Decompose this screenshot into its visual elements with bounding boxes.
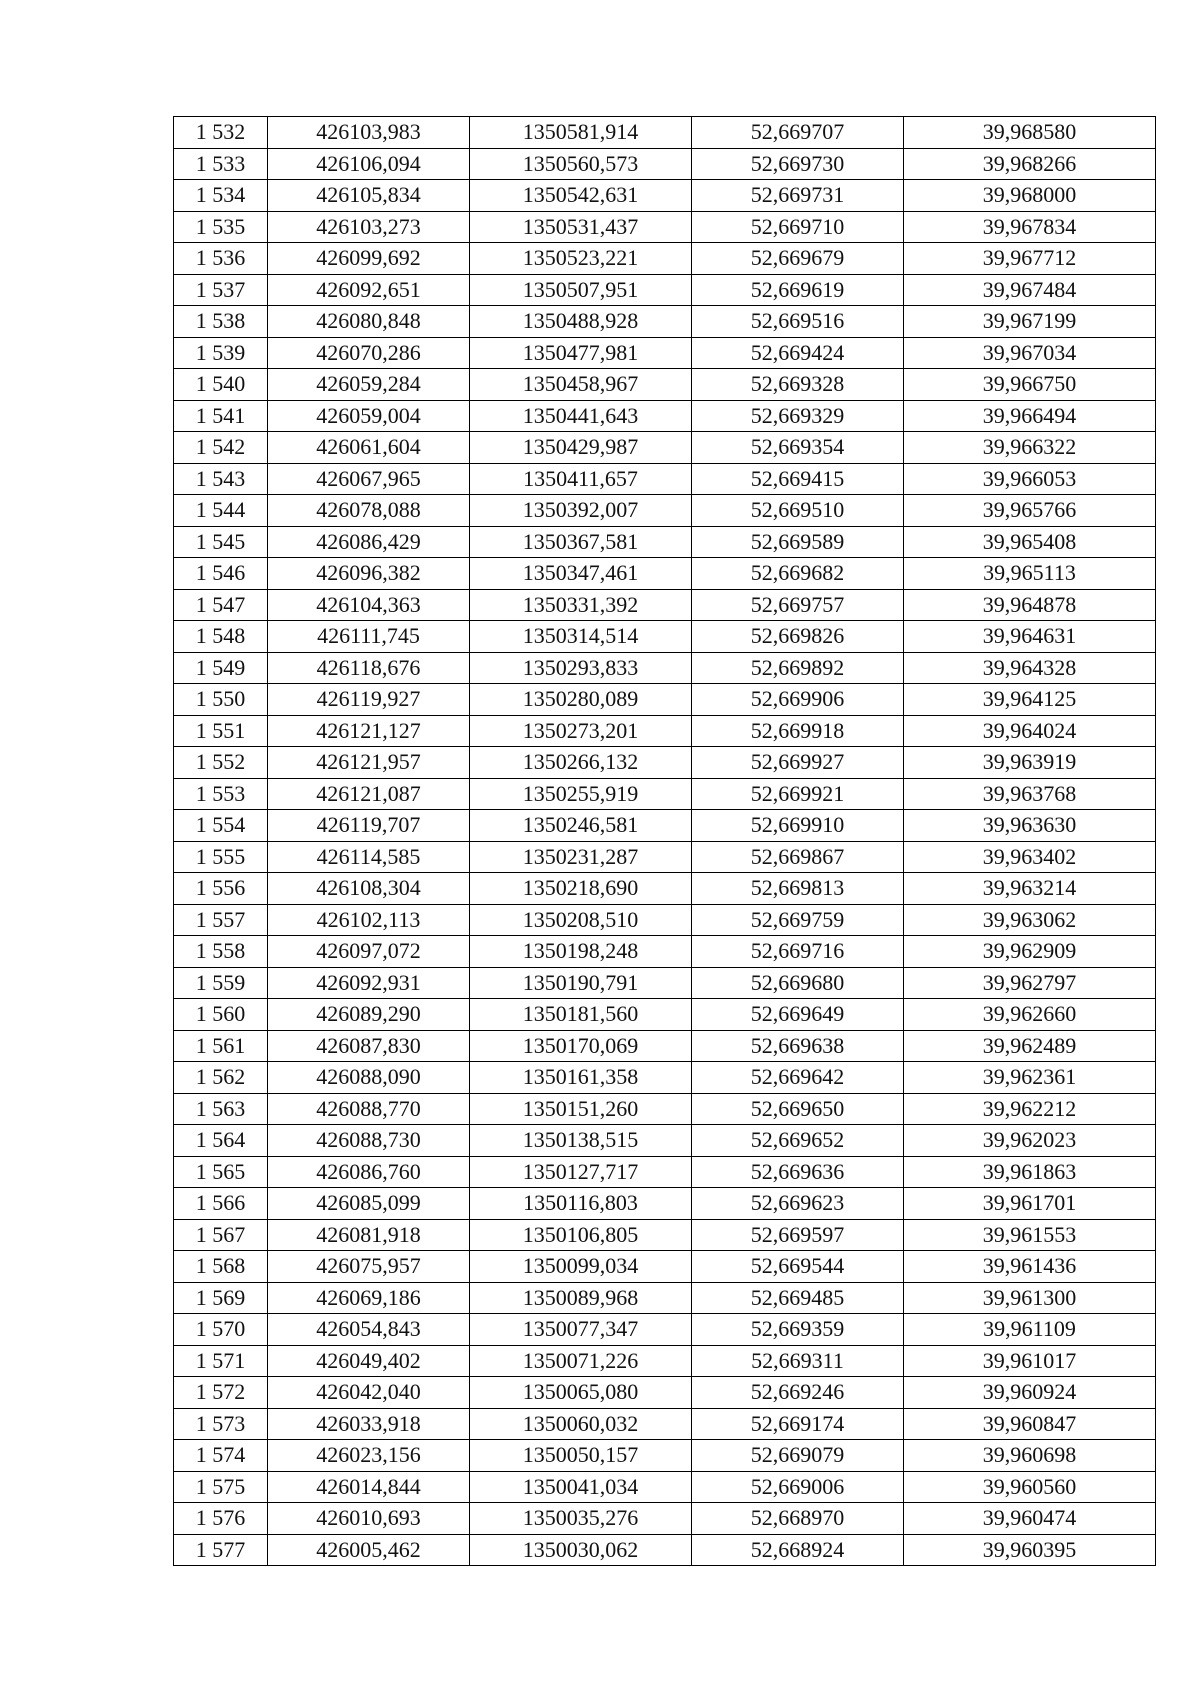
x-coordinate-cell: 426023,156 — [268, 1440, 470, 1472]
latitude-cell: 52,669623 — [692, 1188, 904, 1220]
y-coordinate-cell: 1350190,791 — [470, 967, 692, 999]
y-coordinate-cell: 1350531,437 — [470, 211, 692, 243]
x-coordinate-cell: 426108,304 — [268, 873, 470, 905]
y-coordinate-cell: 1350347,461 — [470, 558, 692, 590]
table-row — [174, 841, 1156, 873]
latitude-cell: 52,669485 — [692, 1282, 904, 1314]
point-number-cell: 1 568 — [174, 1251, 268, 1283]
latitude-cell: 52,669710 — [692, 211, 904, 243]
x-coordinate-cell: 426081,918 — [268, 1219, 470, 1251]
point-number-cell: 1 556 — [174, 873, 268, 905]
latitude-cell: 52,669174 — [692, 1408, 904, 1440]
point-number-cell: 1 533 — [174, 148, 268, 180]
point-number-cell: 1 542 — [174, 432, 268, 464]
y-coordinate-cell: 1350170,069 — [470, 1030, 692, 1062]
x-coordinate-cell: 426086,429 — [268, 526, 470, 558]
x-coordinate-cell: 426088,730 — [268, 1125, 470, 1157]
table-row — [174, 1030, 1156, 1062]
longitude-cell: 39,966322 — [904, 432, 1156, 464]
longitude-cell: 39,963630 — [904, 810, 1156, 842]
table-row — [174, 1219, 1156, 1251]
table-row — [174, 1093, 1156, 1125]
y-coordinate-cell: 1350280,089 — [470, 684, 692, 716]
latitude-cell: 52,669731 — [692, 180, 904, 212]
point-number-cell: 1 548 — [174, 621, 268, 653]
table-row — [174, 148, 1156, 180]
latitude-cell: 52,669910 — [692, 810, 904, 842]
point-number-cell: 1 544 — [174, 495, 268, 527]
y-coordinate-cell: 1350127,717 — [470, 1156, 692, 1188]
longitude-cell: 39,968580 — [904, 117, 1156, 149]
longitude-cell: 39,961300 — [904, 1282, 1156, 1314]
y-coordinate-cell: 1350273,201 — [470, 715, 692, 747]
longitude-cell: 39,963919 — [904, 747, 1156, 779]
coordinates-table — [173, 116, 1156, 1566]
longitude-cell: 39,961017 — [904, 1345, 1156, 1377]
table-row — [174, 432, 1156, 464]
point-number-cell: 1 543 — [174, 463, 268, 495]
point-number-cell: 1 545 — [174, 526, 268, 558]
table-row — [174, 1503, 1156, 1535]
y-coordinate-cell: 1350266,132 — [470, 747, 692, 779]
y-coordinate-cell: 1350035,276 — [470, 1503, 692, 1535]
table-row — [174, 1377, 1156, 1409]
latitude-cell: 52,669892 — [692, 652, 904, 684]
table-row — [174, 652, 1156, 684]
y-coordinate-cell: 1350161,358 — [470, 1062, 692, 1094]
point-number-cell: 1 554 — [174, 810, 268, 842]
y-coordinate-cell: 1350367,581 — [470, 526, 692, 558]
point-number-cell: 1 541 — [174, 400, 268, 432]
x-coordinate-cell: 426103,983 — [268, 117, 470, 149]
table-row — [174, 936, 1156, 968]
table-row — [174, 1534, 1156, 1566]
y-coordinate-cell: 1350106,805 — [470, 1219, 692, 1251]
longitude-cell: 39,963214 — [904, 873, 1156, 905]
x-coordinate-cell: 426010,693 — [268, 1503, 470, 1535]
x-coordinate-cell: 426067,965 — [268, 463, 470, 495]
longitude-cell: 39,963402 — [904, 841, 1156, 873]
longitude-cell: 39,960560 — [904, 1471, 1156, 1503]
point-number-cell: 1 563 — [174, 1093, 268, 1125]
y-coordinate-cell: 1350392,007 — [470, 495, 692, 527]
longitude-cell: 39,960395 — [904, 1534, 1156, 1566]
latitude-cell: 52,669597 — [692, 1219, 904, 1251]
y-coordinate-cell: 1350151,260 — [470, 1093, 692, 1125]
latitude-cell: 52,669679 — [692, 243, 904, 275]
latitude-cell: 52,669826 — [692, 621, 904, 653]
longitude-cell: 39,966053 — [904, 463, 1156, 495]
latitude-cell: 52,669415 — [692, 463, 904, 495]
y-coordinate-cell: 1350071,226 — [470, 1345, 692, 1377]
point-number-cell: 1 576 — [174, 1503, 268, 1535]
point-number-cell: 1 558 — [174, 936, 268, 968]
table-row — [174, 621, 1156, 653]
y-coordinate-cell: 1350411,657 — [470, 463, 692, 495]
longitude-cell: 39,967834 — [904, 211, 1156, 243]
point-number-cell: 1 566 — [174, 1188, 268, 1220]
x-coordinate-cell: 426088,090 — [268, 1062, 470, 1094]
table-row — [174, 369, 1156, 401]
latitude-cell: 52,669544 — [692, 1251, 904, 1283]
latitude-cell: 52,669006 — [692, 1471, 904, 1503]
point-number-cell: 1 565 — [174, 1156, 268, 1188]
table-row — [174, 1282, 1156, 1314]
point-number-cell: 1 540 — [174, 369, 268, 401]
point-number-cell: 1 575 — [174, 1471, 268, 1503]
longitude-cell: 39,962212 — [904, 1093, 1156, 1125]
y-coordinate-cell: 1350488,928 — [470, 306, 692, 338]
table-row — [174, 306, 1156, 338]
point-number-cell: 1 535 — [174, 211, 268, 243]
latitude-cell: 52,669589 — [692, 526, 904, 558]
y-coordinate-cell: 1350116,803 — [470, 1188, 692, 1220]
x-coordinate-cell: 426054,843 — [268, 1314, 470, 1346]
longitude-cell: 39,967484 — [904, 274, 1156, 306]
point-number-cell: 1 561 — [174, 1030, 268, 1062]
point-number-cell: 1 552 — [174, 747, 268, 779]
x-coordinate-cell: 426114,585 — [268, 841, 470, 873]
latitude-cell: 52,669759 — [692, 904, 904, 936]
x-coordinate-cell: 426014,844 — [268, 1471, 470, 1503]
latitude-cell: 52,669906 — [692, 684, 904, 716]
y-coordinate-cell: 1350331,392 — [470, 589, 692, 621]
latitude-cell: 52,669918 — [692, 715, 904, 747]
table-row — [174, 904, 1156, 936]
point-number-cell: 1 539 — [174, 337, 268, 369]
point-number-cell: 1 564 — [174, 1125, 268, 1157]
longitude-cell: 39,961553 — [904, 1219, 1156, 1251]
point-number-cell: 1 572 — [174, 1377, 268, 1409]
point-number-cell: 1 549 — [174, 652, 268, 684]
y-coordinate-cell: 1350030,062 — [470, 1534, 692, 1566]
y-coordinate-cell: 1350099,034 — [470, 1251, 692, 1283]
latitude-cell: 52,669730 — [692, 148, 904, 180]
longitude-cell: 39,964631 — [904, 621, 1156, 653]
x-coordinate-cell: 426102,113 — [268, 904, 470, 936]
coordinates-table-body — [174, 117, 1156, 1566]
y-coordinate-cell: 1350218,690 — [470, 873, 692, 905]
latitude-cell: 52,669716 — [692, 936, 904, 968]
longitude-cell: 39,961109 — [904, 1314, 1156, 1346]
table-row — [174, 337, 1156, 369]
x-coordinate-cell: 426121,957 — [268, 747, 470, 779]
table-row — [174, 1408, 1156, 1440]
y-coordinate-cell: 1350065,080 — [470, 1377, 692, 1409]
point-number-cell: 1 532 — [174, 117, 268, 149]
point-number-cell: 1 546 — [174, 558, 268, 590]
x-coordinate-cell: 426070,286 — [268, 337, 470, 369]
table-row — [174, 715, 1156, 747]
longitude-cell: 39,962909 — [904, 936, 1156, 968]
x-coordinate-cell: 426033,918 — [268, 1408, 470, 1440]
latitude-cell: 52,669642 — [692, 1062, 904, 1094]
longitude-cell: 39,964328 — [904, 652, 1156, 684]
table-row — [174, 463, 1156, 495]
table-row — [174, 873, 1156, 905]
latitude-cell: 52,669510 — [692, 495, 904, 527]
point-number-cell: 1 538 — [174, 306, 268, 338]
y-coordinate-cell: 1350523,221 — [470, 243, 692, 275]
latitude-cell: 52,669354 — [692, 432, 904, 464]
longitude-cell: 39,968266 — [904, 148, 1156, 180]
x-coordinate-cell: 426042,040 — [268, 1377, 470, 1409]
latitude-cell: 52,668970 — [692, 1503, 904, 1535]
latitude-cell: 52,668924 — [692, 1534, 904, 1566]
x-coordinate-cell: 426121,087 — [268, 778, 470, 810]
x-coordinate-cell: 426121,127 — [268, 715, 470, 747]
x-coordinate-cell: 426111,745 — [268, 621, 470, 653]
y-coordinate-cell: 1350138,515 — [470, 1125, 692, 1157]
x-coordinate-cell: 426078,088 — [268, 495, 470, 527]
x-coordinate-cell: 426104,363 — [268, 589, 470, 621]
y-coordinate-cell: 1350198,248 — [470, 936, 692, 968]
latitude-cell: 52,669638 — [692, 1030, 904, 1062]
table-row — [174, 1156, 1156, 1188]
longitude-cell: 39,962361 — [904, 1062, 1156, 1094]
longitude-cell: 39,966494 — [904, 400, 1156, 432]
x-coordinate-cell: 426119,927 — [268, 684, 470, 716]
table-row — [174, 243, 1156, 275]
longitude-cell: 39,965113 — [904, 558, 1156, 590]
latitude-cell: 52,669359 — [692, 1314, 904, 1346]
table-row — [174, 589, 1156, 621]
x-coordinate-cell: 426092,651 — [268, 274, 470, 306]
x-coordinate-cell: 426088,770 — [268, 1093, 470, 1125]
latitude-cell: 52,669636 — [692, 1156, 904, 1188]
x-coordinate-cell: 426106,094 — [268, 148, 470, 180]
longitude-cell: 39,960924 — [904, 1377, 1156, 1409]
y-coordinate-cell: 1350458,967 — [470, 369, 692, 401]
latitude-cell: 52,669649 — [692, 999, 904, 1031]
point-number-cell: 1 569 — [174, 1282, 268, 1314]
point-number-cell: 1 551 — [174, 715, 268, 747]
latitude-cell: 52,669516 — [692, 306, 904, 338]
longitude-cell: 39,962660 — [904, 999, 1156, 1031]
longitude-cell: 39,961436 — [904, 1251, 1156, 1283]
point-number-cell: 1 562 — [174, 1062, 268, 1094]
latitude-cell: 52,669757 — [692, 589, 904, 621]
point-number-cell: 1 555 — [174, 841, 268, 873]
longitude-cell: 39,964878 — [904, 589, 1156, 621]
point-number-cell: 1 553 — [174, 778, 268, 810]
table-row — [174, 1062, 1156, 1094]
point-number-cell: 1 560 — [174, 999, 268, 1031]
point-number-cell: 1 559 — [174, 967, 268, 999]
y-coordinate-cell: 1350542,631 — [470, 180, 692, 212]
x-coordinate-cell: 426059,284 — [268, 369, 470, 401]
x-coordinate-cell: 426080,848 — [268, 306, 470, 338]
y-coordinate-cell: 1350255,919 — [470, 778, 692, 810]
x-coordinate-cell: 426061,604 — [268, 432, 470, 464]
table-row — [174, 967, 1156, 999]
table-row — [174, 180, 1156, 212]
longitude-cell: 39,963062 — [904, 904, 1156, 936]
x-coordinate-cell: 426092,931 — [268, 967, 470, 999]
point-number-cell: 1 557 — [174, 904, 268, 936]
table-row — [174, 1345, 1156, 1377]
longitude-cell: 39,964125 — [904, 684, 1156, 716]
y-coordinate-cell: 1350507,951 — [470, 274, 692, 306]
x-coordinate-cell: 426105,834 — [268, 180, 470, 212]
y-coordinate-cell: 1350560,573 — [470, 148, 692, 180]
latitude-cell: 52,669424 — [692, 337, 904, 369]
point-number-cell: 1 577 — [174, 1534, 268, 1566]
y-coordinate-cell: 1350293,833 — [470, 652, 692, 684]
y-coordinate-cell: 1350314,514 — [470, 621, 692, 653]
latitude-cell: 52,669246 — [692, 1377, 904, 1409]
table-row — [174, 1125, 1156, 1157]
longitude-cell: 39,962797 — [904, 967, 1156, 999]
point-number-cell: 1 536 — [174, 243, 268, 275]
x-coordinate-cell: 426119,707 — [268, 810, 470, 842]
latitude-cell: 52,669311 — [692, 1345, 904, 1377]
x-coordinate-cell: 426086,760 — [268, 1156, 470, 1188]
table-row — [174, 211, 1156, 243]
table-row — [174, 999, 1156, 1031]
latitude-cell: 52,669927 — [692, 747, 904, 779]
x-coordinate-cell: 426118,676 — [268, 652, 470, 684]
y-coordinate-cell: 1350208,510 — [470, 904, 692, 936]
table-row — [174, 274, 1156, 306]
table-row — [174, 526, 1156, 558]
y-coordinate-cell: 1350231,287 — [470, 841, 692, 873]
latitude-cell: 52,669682 — [692, 558, 904, 590]
longitude-cell: 39,967034 — [904, 337, 1156, 369]
longitude-cell: 39,965408 — [904, 526, 1156, 558]
point-number-cell: 1 537 — [174, 274, 268, 306]
point-number-cell: 1 573 — [174, 1408, 268, 1440]
longitude-cell: 39,960698 — [904, 1440, 1156, 1472]
table-row — [174, 1471, 1156, 1503]
x-coordinate-cell: 426049,402 — [268, 1345, 470, 1377]
latitude-cell: 52,669328 — [692, 369, 904, 401]
point-number-cell: 1 571 — [174, 1345, 268, 1377]
x-coordinate-cell: 426103,273 — [268, 211, 470, 243]
y-coordinate-cell: 1350477,981 — [470, 337, 692, 369]
table-row — [174, 495, 1156, 527]
y-coordinate-cell: 1350060,032 — [470, 1408, 692, 1440]
y-coordinate-cell: 1350050,157 — [470, 1440, 692, 1472]
point-number-cell: 1 574 — [174, 1440, 268, 1472]
x-coordinate-cell: 426069,186 — [268, 1282, 470, 1314]
x-coordinate-cell: 426075,957 — [268, 1251, 470, 1283]
longitude-cell: 39,967712 — [904, 243, 1156, 275]
y-coordinate-cell: 1350581,914 — [470, 117, 692, 149]
x-coordinate-cell: 426059,004 — [268, 400, 470, 432]
x-coordinate-cell: 426089,290 — [268, 999, 470, 1031]
y-coordinate-cell: 1350077,347 — [470, 1314, 692, 1346]
x-coordinate-cell: 426087,830 — [268, 1030, 470, 1062]
table-row — [174, 1188, 1156, 1220]
latitude-cell: 52,669707 — [692, 117, 904, 149]
table-row — [174, 400, 1156, 432]
table-row — [174, 810, 1156, 842]
latitude-cell: 52,669921 — [692, 778, 904, 810]
point-number-cell: 1 547 — [174, 589, 268, 621]
table-row — [174, 558, 1156, 590]
x-coordinate-cell: 426005,462 — [268, 1534, 470, 1566]
longitude-cell: 39,965766 — [904, 495, 1156, 527]
longitude-cell: 39,961701 — [904, 1188, 1156, 1220]
latitude-cell: 52,669650 — [692, 1093, 904, 1125]
x-coordinate-cell: 426096,382 — [268, 558, 470, 590]
x-coordinate-cell: 426099,692 — [268, 243, 470, 275]
longitude-cell: 39,962023 — [904, 1125, 1156, 1157]
table-row — [174, 1251, 1156, 1283]
point-number-cell: 1 570 — [174, 1314, 268, 1346]
longitude-cell: 39,960474 — [904, 1503, 1156, 1535]
longitude-cell: 39,960847 — [904, 1408, 1156, 1440]
longitude-cell: 39,968000 — [904, 180, 1156, 212]
longitude-cell: 39,964024 — [904, 715, 1156, 747]
point-number-cell: 1 534 — [174, 180, 268, 212]
latitude-cell: 52,669680 — [692, 967, 904, 999]
y-coordinate-cell: 1350429,987 — [470, 432, 692, 464]
x-coordinate-cell: 426097,072 — [268, 936, 470, 968]
latitude-cell: 52,669329 — [692, 400, 904, 432]
latitude-cell: 52,669619 — [692, 274, 904, 306]
y-coordinate-cell: 1350246,581 — [470, 810, 692, 842]
y-coordinate-cell: 1350041,034 — [470, 1471, 692, 1503]
latitude-cell: 52,669813 — [692, 873, 904, 905]
latitude-cell: 52,669652 — [692, 1125, 904, 1157]
table-row — [174, 1440, 1156, 1472]
table-row — [174, 684, 1156, 716]
longitude-cell: 39,966750 — [904, 369, 1156, 401]
table-row — [174, 778, 1156, 810]
table-row — [174, 117, 1156, 149]
point-number-cell: 1 550 — [174, 684, 268, 716]
longitude-cell: 39,967199 — [904, 306, 1156, 338]
table-row — [174, 747, 1156, 779]
y-coordinate-cell: 1350181,560 — [470, 999, 692, 1031]
longitude-cell: 39,961863 — [904, 1156, 1156, 1188]
y-coordinate-cell: 1350089,968 — [470, 1282, 692, 1314]
latitude-cell: 52,669079 — [692, 1440, 904, 1472]
longitude-cell: 39,962489 — [904, 1030, 1156, 1062]
y-coordinate-cell: 1350441,643 — [470, 400, 692, 432]
point-number-cell: 1 567 — [174, 1219, 268, 1251]
latitude-cell: 52,669867 — [692, 841, 904, 873]
table-row — [174, 1314, 1156, 1346]
longitude-cell: 39,963768 — [904, 778, 1156, 810]
x-coordinate-cell: 426085,099 — [268, 1188, 470, 1220]
